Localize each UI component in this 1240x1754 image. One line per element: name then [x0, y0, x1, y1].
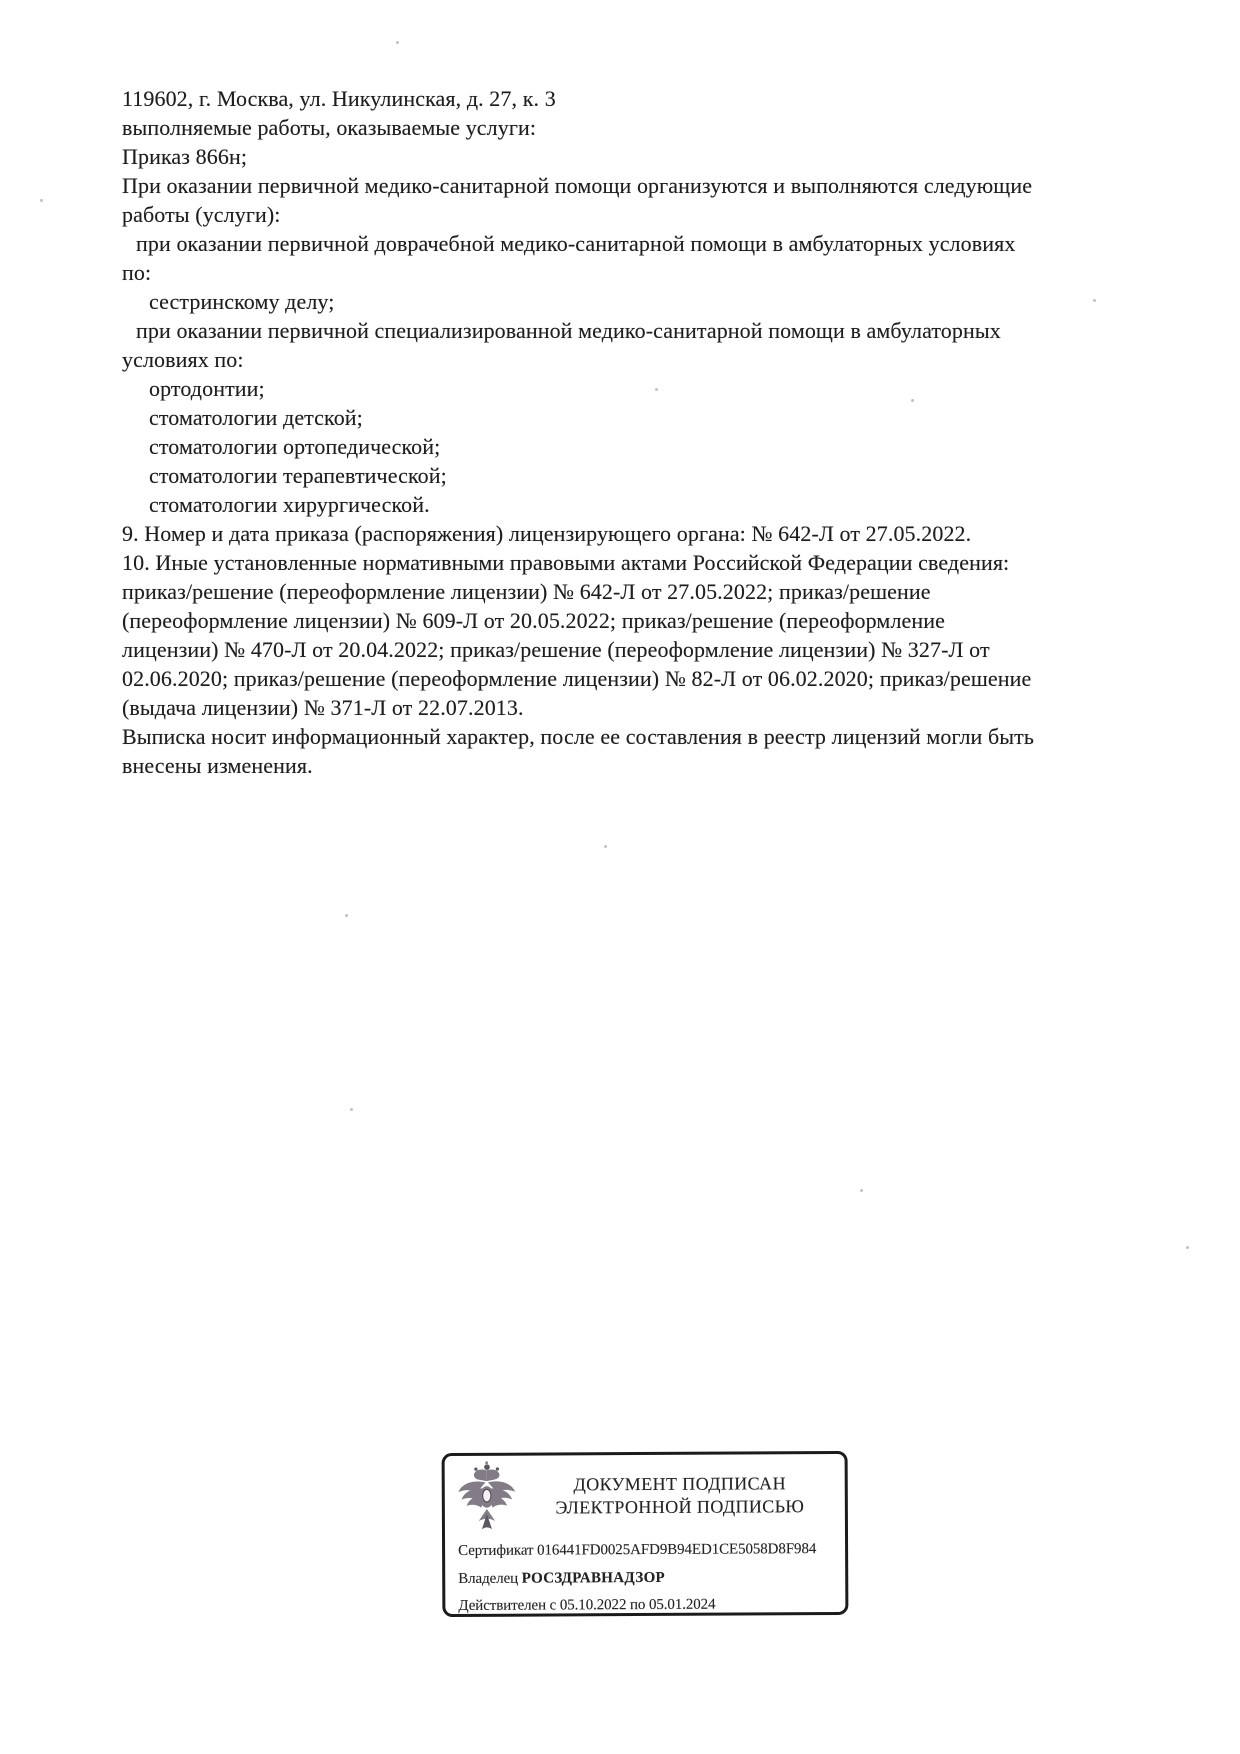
stamp-title-line2: ЭЛЕКТРОННОЙ ПОДПИСЬЮ — [555, 1496, 805, 1518]
certificate-label: Сертификат — [458, 1542, 534, 1559]
digital-signature-stamp — [442, 1451, 849, 1617]
certificate-value: 016441FD0025AFD9B94ED1CE5058D8F984 — [537, 1541, 817, 1559]
stamp-header — [445, 1454, 845, 1537]
document-content — [122, 84, 1038, 780]
service-item: стоматологии терапевтической; — [149, 463, 447, 488]
primary-care-intro: При оказании первичной медико-санитарной помощи организуются и выполняются следующие работы (услуги): — [122, 173, 1033, 227]
item-10-other-information: 10. Иные установленные нормативными правовыми актами Российской Федерации сведения: приказ/решение (переоформление лицензии) № 642-Л от 27.05.2022; приказ/решение (переоформление лицензии) № 609-Л от 20.05.2022; приказ/решение (переоформление лицензии) № 470-Л от 20.04.2022; приказ/решение (переоформление лицензии) № 327-Л от 02.06.2020; приказ/решение (переоформление лицензии) № 82-Л от 06.02.2020; приказ/решение (выдача лицензии) № 371-Л от 22.07.2013. — [122, 550, 1032, 720]
stamp-details — [445, 1535, 845, 1621]
service-item: стоматологии ортопедической; — [149, 434, 441, 459]
address-line: 119602, г. Москва, ул. Никулинская, д. 27, к. 3 — [122, 86, 556, 111]
service-item: стоматологии детской; — [149, 405, 363, 430]
stamp-title — [525, 1459, 835, 1520]
scan-speck — [345, 914, 348, 917]
owner-label: Владелец — [458, 1570, 519, 1587]
order-line: Приказ 866н; — [122, 144, 248, 169]
scan-speck — [350, 1108, 353, 1111]
scan-speck — [1186, 1246, 1189, 1249]
scan-speck — [860, 1189, 863, 1192]
service-item: стоматологии хирургической. — [149, 492, 430, 517]
owner-value: РОСЗДРАВНАДЗОР — [521, 1569, 666, 1587]
service-item: сестринскому делу; — [149, 289, 335, 314]
service-item: ортодонтии; — [149, 376, 265, 401]
pre-medical-intro: при оказании первичной доврачебной медико-санитарной помощи в амбулаторных условиях по: — [122, 231, 1016, 285]
owner-line — [458, 1564, 835, 1593]
works-services-line: выполняемые работы, оказываемые услуги: — [122, 115, 537, 140]
validity-line: Действителен с 05.10.2022 по 05.01.2024 — [458, 1596, 716, 1614]
scan-speck — [604, 845, 607, 848]
specialized-intro: при оказании первичной специализированной медико-санитарной помощи в амбулаторных условиях по: — [122, 318, 1001, 372]
scan-speck — [1093, 299, 1096, 302]
russian-coat-of-arms-icon — [455, 1461, 519, 1537]
stamp-title-line1: ДОКУМЕНТ ПОДПИСАН — [573, 1473, 787, 1495]
disclaimer: Выписка носит информационный характер, после ее составления в реестр лицензий могли быть внесены изменения. — [122, 724, 1035, 778]
item-9-order-number: 9. Номер и дата приказа (распоряжения) лицензирующего органа: № 642-Л от 27.05.2022. — [122, 521, 972, 546]
certificate-line — [458, 1536, 835, 1565]
scan-speck — [40, 199, 43, 202]
scan-speck — [396, 41, 399, 44]
